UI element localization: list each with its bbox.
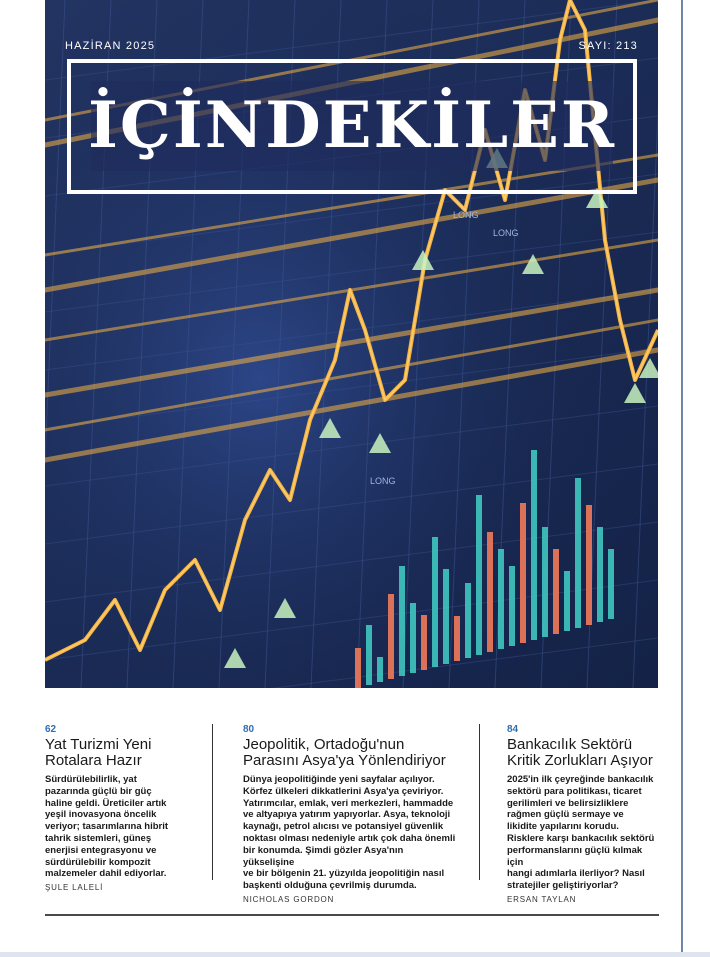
article-card-yat-turizmi[interactable] bbox=[45, 724, 202, 892]
volume-bar bbox=[465, 583, 471, 658]
summary-line: performanslarını güçlü kılmak için bbox=[507, 844, 643, 868]
summary-line: ve altyapıya yatırım yapıyorlar. Asya, teknoloji bbox=[243, 809, 451, 821]
volume-bar bbox=[608, 549, 614, 619]
headline-line: Rotalara Hazır bbox=[45, 752, 142, 769]
volume-bar bbox=[443, 569, 449, 664]
volume-bar bbox=[575, 478, 581, 628]
volume-bar bbox=[355, 648, 361, 688]
volume-bar bbox=[509, 566, 515, 646]
summary-line: stratejiler geliştiriyorlar? bbox=[507, 880, 619, 892]
issue-number: SAYI: 213 bbox=[578, 40, 638, 52]
summary-line: ve bir bölgenin 21. yüzyılda jeopolitiğin nasıl bbox=[243, 868, 445, 880]
cover-hero-image bbox=[45, 0, 658, 688]
summary-line: enerjisi entegrasyonu ve bbox=[45, 844, 157, 856]
volume-bar bbox=[564, 571, 570, 631]
article-page-number: 84 bbox=[507, 724, 519, 735]
chart-label-long-1: LONG bbox=[453, 210, 479, 220]
volume-bar bbox=[586, 505, 592, 625]
article-page-number: 80 bbox=[243, 724, 255, 735]
summary-line: tahrik sistemleri, güneş bbox=[45, 832, 152, 844]
volume-bar bbox=[410, 603, 416, 673]
summary-line: Körfez ülkeleri dikkatlerini Asya'ya çeviriyor. bbox=[243, 785, 444, 797]
summary-line: Yatırımcılar, emlak, veri merkezleri, hammadde bbox=[243, 797, 454, 809]
article-headline[interactable] bbox=[45, 737, 202, 769]
headline-line: Jeopolitik, Ortadoğu'nun bbox=[243, 736, 405, 753]
page-title: İÇİNDEKİLER bbox=[87, 88, 617, 163]
article-summary bbox=[243, 774, 457, 892]
volume-bar bbox=[366, 625, 372, 685]
volume-bar bbox=[476, 495, 482, 655]
article-card-bankacilik[interactable] bbox=[507, 724, 659, 904]
column-divider bbox=[479, 724, 480, 880]
summary-line: sürdürülebilir kompozit bbox=[45, 856, 151, 868]
volume-bar bbox=[487, 532, 493, 652]
headline-line: Yat Turizmi Yeni bbox=[45, 736, 152, 753]
chart-label-long-3: LONG bbox=[370, 476, 396, 486]
summary-line: likidite yapılarını korudu. bbox=[507, 821, 619, 833]
summary-line: noktası olması nedeniyle artık çok daha önemli bbox=[243, 832, 456, 844]
volume-bar bbox=[421, 615, 427, 670]
summary-line: Risklere karşı bankacılık sektörü bbox=[507, 832, 655, 844]
summary-line: malzemeler dahil ediyorlar. bbox=[45, 868, 167, 880]
summary-line: Sürdürülebilirlik, yat bbox=[45, 774, 137, 785]
headline-line: Parasını Asya'ya Yönlendiriyor bbox=[243, 752, 446, 769]
volume-bar bbox=[432, 537, 438, 667]
summary-line: başkenti olduğuna çevrilmiş durumda. bbox=[243, 880, 417, 892]
volume-bar bbox=[377, 657, 383, 682]
article-author: ERSAN TAYLAN bbox=[507, 894, 577, 904]
volume-bar bbox=[399, 566, 405, 676]
volume-bar bbox=[531, 450, 537, 640]
volume-bar bbox=[553, 549, 559, 634]
article-headline[interactable] bbox=[507, 737, 659, 769]
article-card-jeopolitik[interactable] bbox=[243, 724, 457, 904]
headline-line: Bankacılık Sektörü bbox=[507, 736, 633, 753]
summary-line: haline geldi. Üreticiler artık bbox=[45, 797, 167, 809]
chart-label-long-2: LONG bbox=[493, 228, 519, 238]
volume-bar bbox=[498, 549, 504, 649]
volume-bar bbox=[542, 527, 548, 637]
page-bottom-edge bbox=[0, 952, 710, 957]
summary-line: pazarında güçlü bir güç bbox=[45, 785, 152, 797]
volume-bar bbox=[388, 594, 394, 679]
volume-bar bbox=[454, 616, 460, 661]
summary-line: yeşil inovasyona öncelik bbox=[45, 809, 157, 821]
summary-line: 2025'in ilk çeyreğinde bankacılık bbox=[507, 774, 654, 785]
article-summary bbox=[507, 774, 659, 892]
summary-line: rağmen güçlü sermaye ve bbox=[507, 809, 624, 821]
bottom-rule bbox=[45, 914, 659, 916]
article-summary bbox=[45, 774, 202, 880]
summary-line: Dünya jeopolitiğinde yeni sayfalar açılıyor. bbox=[243, 774, 435, 785]
summary-line: gerilimleri ve belirsizliklere bbox=[507, 797, 629, 809]
article-author: ŞULE LALELİ bbox=[45, 883, 104, 893]
volume-bar bbox=[520, 503, 526, 643]
summary-line: hangi adımlarla ilerliyor? Nasıl bbox=[507, 868, 645, 880]
summary-line: kaynağı, petrol alıcısı ve potansiyel güvenlik bbox=[243, 821, 444, 833]
title-frame bbox=[67, 59, 637, 194]
page-edge-line bbox=[681, 0, 683, 957]
volume-bar bbox=[597, 527, 603, 622]
article-page-number: 62 bbox=[45, 724, 57, 735]
article-headline[interactable] bbox=[243, 737, 457, 769]
article-author: NICHOLAS GORDON bbox=[243, 894, 335, 904]
masthead-row bbox=[65, 40, 638, 56]
summary-line: sektörü para politikası, ticaret bbox=[507, 785, 642, 797]
column-divider bbox=[212, 724, 213, 880]
issue-date: HAZİRAN 2025 bbox=[65, 40, 156, 52]
summary-line: veriyor; tasarımlarına hibrit bbox=[45, 821, 169, 833]
headline-line: Kritik Zorlukları Aşıyor bbox=[507, 752, 653, 769]
summary-line: bir konumda. Şimdi gözler Asya'nın yükselişine bbox=[243, 844, 404, 868]
